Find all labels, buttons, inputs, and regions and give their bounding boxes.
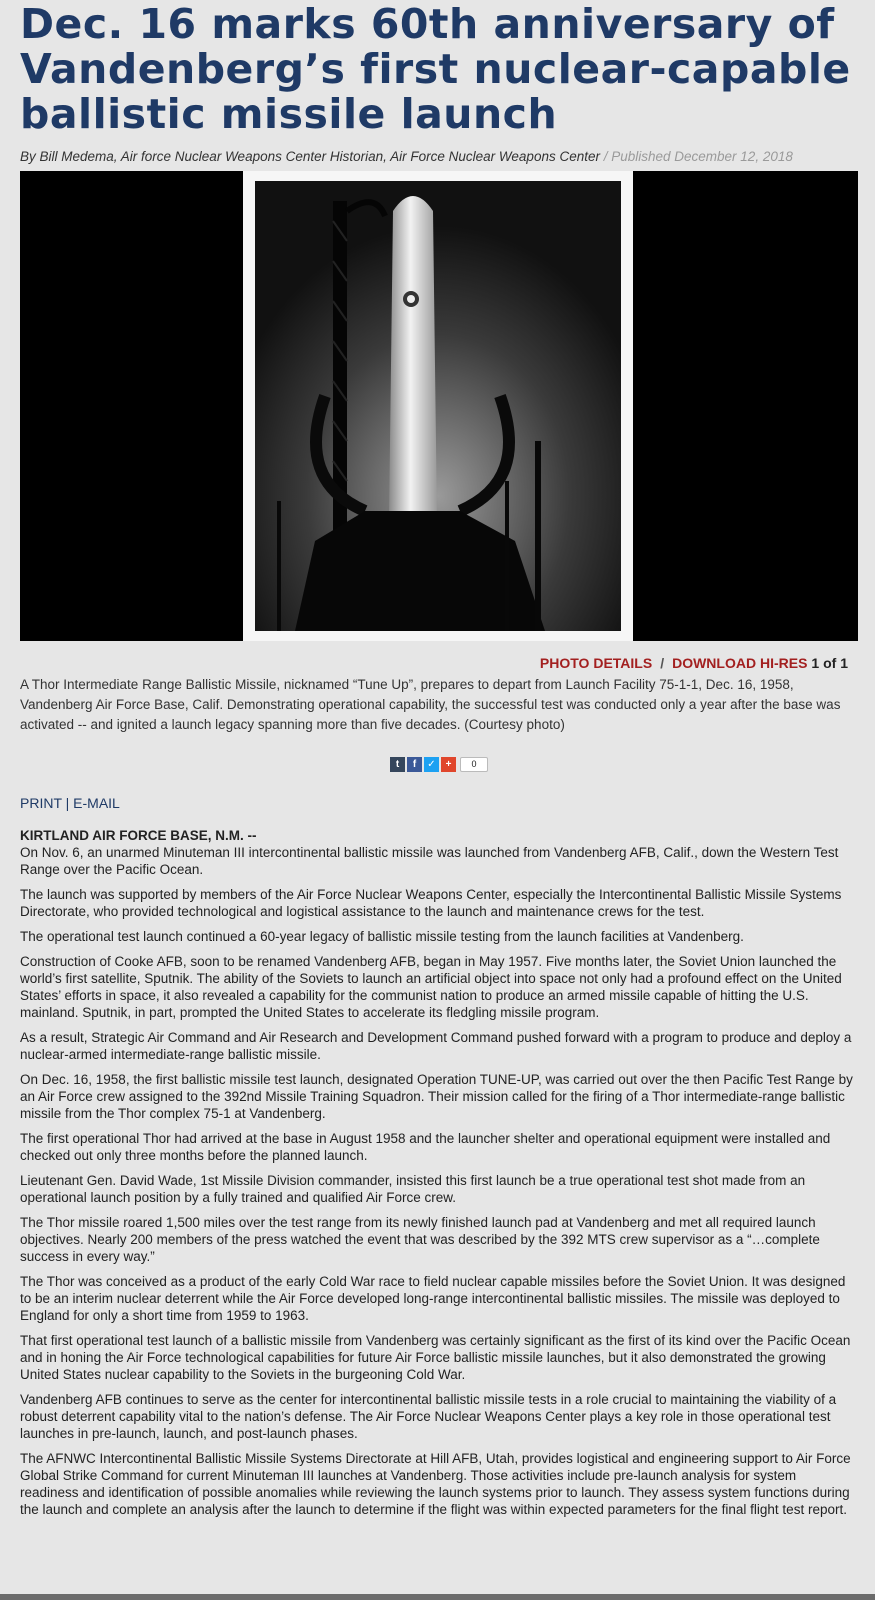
article-headline: Dec. 16 marks 60th anniversary of Vandenberg’s first nuclear-capable ballistic missile launch [20, 0, 851, 138]
download-hi-res-link[interactable]: DOWNLOAD HI-RES [672, 655, 808, 671]
missile-launch-image [255, 181, 621, 631]
article-paragraph: That first operational test launch of a ballistic missile from Vandenberg was certainly significant as the first of its kind over the Pacific Ocean and in honing the Air Force technological capabilities for future Air Force ballistic missile launches, but it also demonstrated the growing United States nuclear capability to the Soviets in the burgeoning Cold War. [20, 1333, 851, 1382]
article-paragraph: Construction of Cooke AFB, soon to be renamed Vandenberg AFB, began in May 1957. Five months later, the Soviet Union launched the world’s first satellite, Sputnik. The ability of the Soviets to launch an artificial object into space not only had a profound effect on the United States’ efforts in space, it also revealed a capability for the communist nation to produce an armed missile capable of hitting the U.S. mainland. Sputnik, in part, prompted the United States to accelerate its fledgling missile program. [20, 954, 842, 1020]
media-viewer[interactable] [20, 171, 858, 641]
photo-details-link[interactable]: PHOTO DETAILS [539, 655, 653, 671]
byline-author: By Bill Medema, Air force Nuclear Weapons Center Historian, Air Force Nuclear Weapons Center [20, 149, 600, 164]
article-paragraph: The launch was supported by members of the Air Force Nuclear Weapons Center, especially the Intercontinental Ballistic Missile Systems Directorate, who provided technological and logistical assistance to the launch and maintenance crews for the test. [20, 887, 842, 919]
article-tools [20, 795, 858, 811]
article-dateline: KIRTLAND AIR FORCE BASE, N.M. -- [20, 828, 257, 843]
article-paragraph: On Nov. 6, an unarmed Minuteman III intercontinental ballistic missile was launched from Vandenberg AFB, Calif., down the Western Test Range over the Pacific Ocean. [20, 845, 839, 877]
media-links-separator: / [660, 655, 665, 671]
article-paragraph: The AFNWC Intercontinental Ballistic Missile Systems Directorate at Hill AFB, Utah, provides logistical and engineering support to Air Force Global Strike Command for current Minuteman III launches at Vandenberg. Those activities include pre-launch analysis for system readiness and identification of possible anomalies while reviewing the launch systems prior to launch. They assess system functions during the launch and complete an analysis after the launch to determine if the flight was within expected parameters for the final flight test report. [20, 1451, 851, 1517]
article-paragraph: On Dec. 16, 1958, the first ballistic missile test launch, designated Operation TUNE-UP, was carried out over the then Pacific Test Range by an Air Force crew assigned to the 392nd Missile Training Squadron. Their mission called for the firing of a Thor intermediate-range ballistic missile from the Thor complex 75-1 at Vandenberg. [20, 1072, 853, 1121]
article-paragraph: Vandenberg AFB continues to serve as the center for intercontinental ballistic missile tests in a role crucial to maintaining the viability of a robust deterrent capability vital to the nation’s defense. The Air Force Nuclear Weapons Center plays a key role in those operational test launches in pre-launch, launch, and post-launch phases. [20, 1392, 837, 1441]
tumblr-share-icon[interactable]: t [390, 757, 405, 772]
twitter-share-icon[interactable]: ✓ [424, 757, 439, 772]
facebook-share-icon[interactable]: f [407, 757, 422, 772]
article-paragraph: The operational test launch continued a 60-year legacy of ballistic missile testing from the launch facilities at Vandenberg. [20, 929, 744, 944]
article-page [20, 0, 858, 1526]
addthis-share-icon[interactable]: + [441, 757, 456, 772]
byline [20, 149, 858, 164]
tools-divider: | [65, 795, 70, 811]
photo-count: 1 of 1 [811, 655, 848, 671]
photo-caption: A Thor Intermediate Range Ballistic Missile, nicknamed “Tune Up”, prepares to depart from Launch Facility 75-1-1, Dec. 16, 1958, Vandenberg Air Force Base, Calif. Demonstrating operational capability, the successful test was conducted only a year after the base was activated -- and ignited a launch legacy spanning more than five decades. (Courtesy photo) [20, 677, 841, 732]
media-links [20, 655, 858, 671]
article-paragraph: The Thor missile roared 1,500 miles over the test range from its newly finished launch pad at Vandenberg and met all required launch objectives. Nearly 200 members of the press watched the event that was described by the 392 MTS crew supervisor as a “…complete success in every way.” [20, 1215, 820, 1264]
print-link[interactable]: PRINT [20, 795, 62, 811]
article-body [20, 827, 858, 1518]
article-paragraph: The Thor was conceived as a product of the early Cold War race to field nuclear capable missiles before the Soviet Union. It was designed to be an interim nuclear deterrent while the Air Force developed long-range intercontinental ballistic missiles. The missile was deployed to England for only a short time from 1959 to 1963. [20, 1274, 846, 1323]
byline-published-date: / Published December 12, 2018 [599, 149, 793, 164]
email-link[interactable]: E-MAIL [73, 795, 120, 811]
article-paragraph: As a result, Strategic Air Command and Air Research and Development Command pushed forward with a program to produce and deploy a nuclear-armed intermediate-range ballistic missile. [20, 1030, 852, 1062]
article-paragraph: The first operational Thor had arrived at the base in August 1958 and the launcher shelter and operational equipment were installed and checked out only three months before the planned launch. [20, 1131, 831, 1163]
bottom-scroll-bar[interactable] [0, 1594, 875, 1600]
share-toolbar [20, 755, 858, 773]
share-count: 0 [460, 757, 488, 772]
thor-missile-photo[interactable] [243, 171, 633, 641]
article-paragraph: Lieutenant Gen. David Wade, 1st Missile Division commander, insisted this first launch be a true operational test shot made from an operational launch position by a fully trained and qualified Air Force crew. [20, 1173, 806, 1205]
